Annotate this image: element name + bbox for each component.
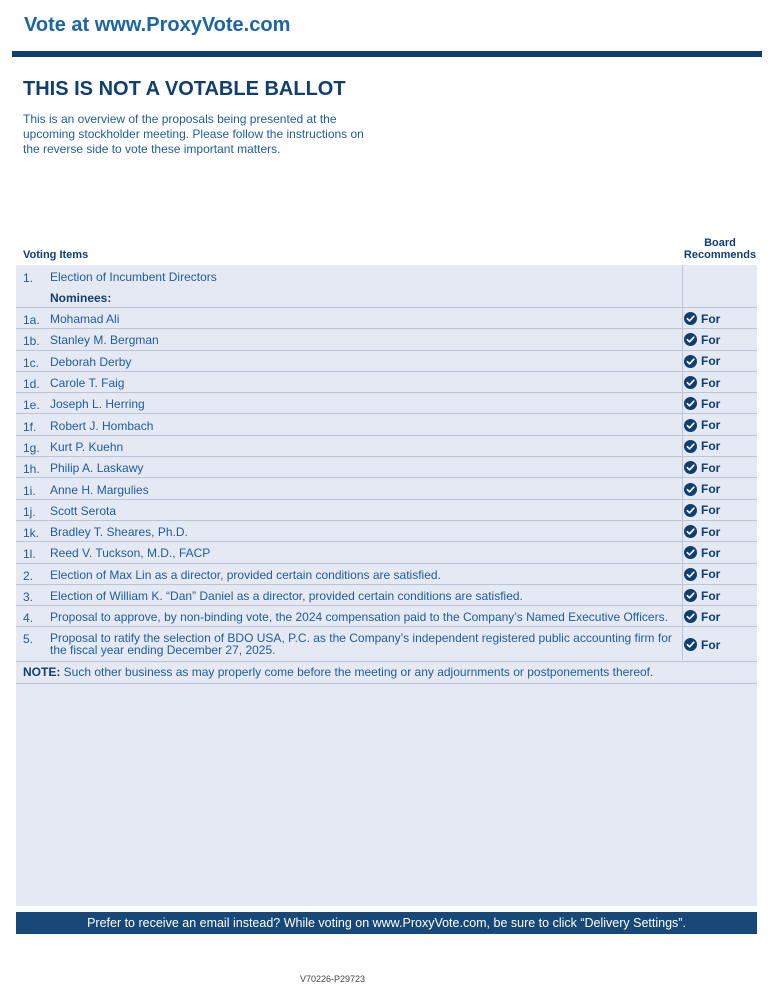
recommendation-label: For: [701, 332, 721, 347]
item-text: Election of Max Lin as a director, provided certain conditions are satisfied.: [50, 567, 441, 582]
table-row: [16, 265, 757, 287]
item-number: 5.: [23, 631, 34, 646]
recommendation: [684, 567, 720, 581]
recommendation: [684, 503, 720, 517]
item-number: 1j.: [23, 504, 36, 519]
recommendation-label: For: [701, 609, 721, 624]
recommendation-label: For: [701, 418, 721, 433]
recommendation-label: For: [701, 524, 721, 539]
recommendation-label: For: [701, 439, 721, 454]
item-number: 2.: [23, 568, 34, 583]
table-row: [16, 329, 757, 350]
table-row: [16, 308, 757, 329]
item-number: 1l.: [23, 547, 36, 562]
recommendation-label: For: [701, 460, 721, 475]
recommendation-label: For: [701, 311, 721, 326]
recommendation-label: For: [701, 567, 721, 582]
recommendation-label: For: [701, 545, 721, 560]
check-circle-icon: [684, 376, 697, 389]
item-text: Election of William K. “Dan” Daniel as a director, provided certain conditions are satisfied.: [50, 589, 523, 604]
check-circle-icon: [684, 333, 697, 346]
recommendation: [684, 439, 720, 453]
item-text: Nominees:: [50, 291, 112, 305]
header-title: Vote at www.ProxyVote.com: [24, 14, 291, 36]
board-header-line1: Board: [704, 237, 736, 249]
intro-text: This is an overview of the proposals being presented at the upcoming stockholder meeting. Please follow the instructions on the reverse side to vote these important matters.: [23, 112, 364, 156]
table-row: [16, 287, 757, 308]
item-text: Philip A. Laskawy: [50, 461, 144, 476]
recommendation: [684, 376, 720, 390]
table-row: [16, 457, 757, 478]
recommendation: [684, 397, 720, 411]
item-text: Kurt P. Kuehn: [50, 439, 124, 454]
table-row: [16, 521, 757, 542]
check-circle-icon: [684, 638, 697, 651]
table-row: [16, 351, 757, 372]
document-code: V70226-P29723: [300, 974, 366, 984]
recommendation-label: For: [701, 503, 721, 518]
item-text: Scott Serota: [50, 503, 117, 518]
table-row: [16, 436, 757, 457]
table-row: [16, 606, 757, 627]
item-number: 1a.: [23, 313, 40, 328]
recommendation: [684, 610, 720, 624]
recommendation: [684, 461, 720, 475]
check-circle-icon: [684, 568, 697, 581]
item-text: Carole T. Faig: [50, 376, 125, 391]
recommendation: [684, 525, 720, 539]
recommendation: [684, 333, 720, 347]
item-text: Proposal to approve, by non-binding vote, the 2024 compensation paid to the Company’s Named Executive Officers.: [50, 610, 668, 625]
ballot-heading: THIS IS NOT A VOTABLE BALLOT: [23, 78, 346, 100]
check-circle-icon: [684, 355, 697, 368]
note: [23, 665, 753, 679]
item-number: 1.: [23, 270, 34, 285]
table-row: [16, 542, 757, 563]
table-row: [16, 500, 757, 521]
item-text: Joseph L. Herring: [50, 397, 145, 412]
board-recommends-header: [680, 237, 760, 261]
item-number: 4.: [23, 611, 34, 626]
recommendation-label: For: [701, 375, 721, 390]
table-row: [16, 372, 757, 393]
check-circle-icon: [684, 546, 697, 559]
item-number: 1k.: [23, 526, 40, 541]
check-circle-icon: [684, 589, 697, 602]
item-text: Deborah Derby: [50, 354, 132, 369]
recommendation-label: For: [701, 396, 721, 411]
recommendation: [684, 589, 720, 603]
item-number: 1h.: [23, 462, 40, 477]
note-text: Such other business as may properly come before the meeting or any adjournments or postponements thereof.: [60, 665, 654, 679]
item-number: 3.: [23, 590, 34, 605]
item-number: 1f.: [23, 419, 37, 434]
check-circle-icon: [684, 483, 697, 496]
email-banner: Prefer to receive an email instead? While voting on www.ProxyVote.com, be sure to click “Delivery Settings”.: [16, 912, 757, 934]
check-circle-icon: [684, 312, 697, 325]
recommendation-label: For: [701, 354, 721, 369]
table-row: [16, 393, 757, 414]
check-circle-icon: [684, 610, 697, 623]
recommendation: [684, 638, 720, 652]
recommendation: [684, 418, 720, 432]
header-divider: [12, 51, 762, 57]
table-row: [16, 415, 757, 436]
item-text: Anne H. Margulies: [50, 482, 149, 497]
recommendation: [684, 312, 720, 326]
item-number: 1e.: [23, 398, 40, 413]
recommendation-label: For: [701, 588, 721, 603]
item-text: Robert J. Hombach: [50, 418, 154, 433]
recommendation: [684, 546, 720, 560]
table-row: [16, 478, 757, 499]
check-circle-icon: [684, 440, 697, 453]
item-number: 1b.: [23, 334, 40, 349]
recommendation-label: For: [701, 482, 721, 497]
item-text: Election of Incumbent Directors: [50, 269, 217, 284]
note-label: NOTE:: [23, 665, 61, 679]
check-circle-icon: [684, 419, 697, 432]
item-number: 1d.: [23, 377, 40, 392]
check-circle-icon: [684, 397, 697, 410]
board-header-line2: Recommends: [683, 249, 757, 261]
table-row: [16, 564, 757, 585]
check-circle-icon: [684, 461, 697, 474]
recommendation: [684, 354, 720, 368]
recommendation-label: For: [701, 637, 721, 652]
check-circle-icon: [684, 504, 697, 517]
table-row: [16, 585, 757, 606]
check-circle-icon: [684, 525, 697, 538]
item-text: Mohamad Ali: [50, 312, 120, 327]
table-row: [16, 628, 757, 662]
item-number: 1c.: [23, 355, 40, 370]
item-text: Stanley M. Bergman: [50, 333, 159, 348]
voting-items-header: Voting Items: [23, 249, 89, 261]
item-text: Bradley T. Sheares, Ph.D.: [50, 525, 188, 540]
item-number: 1i.: [23, 483, 36, 498]
item-text: Proposal to ratify the selection of BDO USA, P.C. as the Company’s independent registered public accounting firm for the fiscal year ending December 27, 2025.: [50, 630, 672, 657]
item-number: 1g.: [23, 440, 40, 455]
item-text: Reed V. Tuckson, M.D., FACP: [50, 546, 211, 561]
recommendation: [684, 482, 720, 496]
